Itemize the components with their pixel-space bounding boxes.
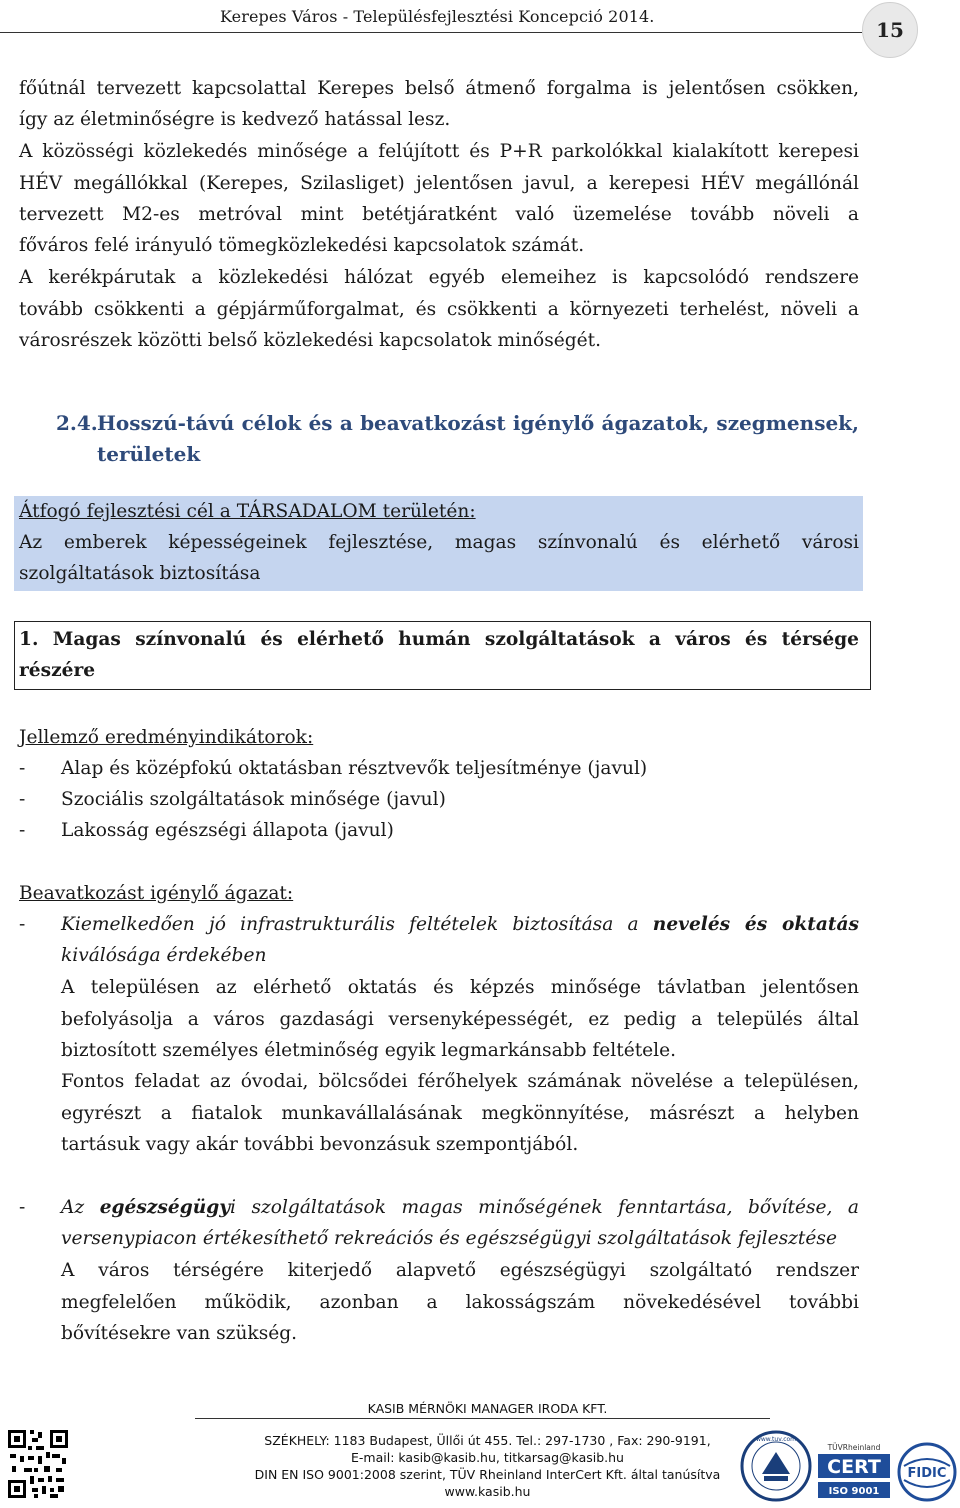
sector-item-title-text: Kiemelkedően jó infrastrukturális feltételek biztosítása a: [61, 914, 653, 935]
paragraph-line: A kerékpárutak a közlekedési hálózat egyéb elemeihez is kapcsolódó rendszere: [19, 267, 859, 288]
cert-logo-graphic: [816, 1440, 892, 1502]
sector-item-title: [61, 909, 859, 940]
sub-goal-line: részére: [19, 660, 96, 681]
paragraph-line: tervezett M2-es metróval mint betétjáratként való üzemelése tovább növeli a: [19, 204, 859, 225]
sector-item-body: megfelelően működik, azonban a lakosságszám növekedésével további: [61, 1292, 859, 1313]
page-header: [0, 0, 960, 60]
list-dash: -: [19, 820, 26, 841]
cert-iso-text: ISO 9001: [828, 1486, 880, 1497]
paragraph-line: tovább csökkenti a gépjárműforgalmat, és csökkenti a környezeti terhelést, növeli a: [19, 299, 859, 320]
indicators-heading: Jellemző eredményindikátorok:: [19, 727, 314, 748]
section-title-line: területek: [97, 442, 201, 466]
sector-item-body: tartásuk vagy akár további bevonzásuk szempontjából.: [61, 1134, 579, 1155]
paragraph-line: HÉV megállókkal (Kerepes, Szilasliget) jelentősen javul, a kerepesi HÉV megállónál: [19, 173, 859, 194]
page-number-badge: 15: [862, 2, 918, 58]
paragraph-line: városrészek közötti belső közlekedési kapcsolatok minőségét.: [19, 330, 602, 351]
sector-heading: Beavatkozást igénylő ágazat:: [19, 883, 294, 904]
fidic-logo-text: FIDIC: [907, 1466, 947, 1481]
paragraph-line: így az életminőségre is kedvező hatással lesz.: [19, 109, 451, 130]
footer-web: www.kasib.hu: [444, 1484, 531, 1499]
sector-item-body: egyrészt a fiatalok munkavállalásának megkönnyítése, másrészt a helyben: [61, 1103, 859, 1124]
paragraph-line: A közösségi közlekedés minősége a felújított és P+R parkolókkal kialakított kerepesi: [19, 141, 859, 162]
list-dash: -: [19, 1197, 26, 1218]
header-divider: [0, 32, 862, 33]
indicator-item: Alap és középfokú oktatásban résztvevők teljesítménye (javul): [61, 758, 648, 779]
sector-item-body: biztosított személyes életminőség egyik legmarkánsabb feltétele.: [61, 1040, 677, 1061]
fidic-logo-icon: [896, 1442, 958, 1502]
section-number: 2.4.: [56, 411, 98, 435]
sector-item-title-text: Az: [61, 1197, 100, 1218]
sector-item-body: A településen az elérhető oktatás és képzés minősége távlatban jelentősen: [61, 977, 859, 998]
sector-item-body: A város térségére kiterjedő alapvető egészségügyi szolgáltató rendszer: [61, 1260, 859, 1281]
indicator-item: Lakosság egészségi állapota (javul): [61, 820, 394, 841]
indicator-item: Szociális szolgáltatások minősége (javul): [61, 789, 446, 810]
footer-divider: [195, 1418, 770, 1419]
sector-item-title: [61, 1192, 859, 1223]
tuv-logo-text: www.tuv.com: [755, 1436, 797, 1443]
cert-logo-icon: [816, 1440, 892, 1502]
list-dash: -: [19, 914, 26, 935]
list-dash: -: [19, 758, 26, 779]
footer-address: SZÉKHELY: 1183 Budapest, Üllői út 455. Tel.: 297-1730 , Fax: 290-9191,: [264, 1433, 711, 1448]
sector-item-title-emphasis: nevelés és oktatás: [652, 914, 859, 935]
paragraph-line: főútnál tervezett kapcsolattal Kerepes belső átmenő forgalma is jelentősen csökken,: [19, 78, 859, 99]
goal-heading: Átfogó fejlesztési cél a TÁRSADALOM területén:: [19, 501, 476, 522]
sub-goal-line: 1. Magas színvonalú és elérhető humán szolgáltatások a város és térsége: [19, 629, 859, 650]
footer-email: E-mail: kasib@kasib.hu, titkarsag@kasib.hu: [351, 1450, 624, 1465]
cert-brand-text: TÜVRheinland: [827, 1443, 881, 1452]
sector-item-title: versenypiacon értékesíthető rekreációs és egészségügyi szolgáltatások fejlesztése: [61, 1228, 837, 1249]
cert-word-text: CERT: [827, 1456, 881, 1478]
sector-item-title: kiválósága érdekében: [61, 945, 267, 966]
paragraph-line: főváros felé irányuló tömegközlekedési kapcsolatok számát.: [19, 235, 585, 256]
document-title: Kerepes Város - Településfejlesztési Koncepció 2014.: [220, 7, 655, 26]
list-dash: -: [19, 789, 26, 810]
sector-item-body: befolyásolja a város gazdasági versenyképességét, ez pedig a település által: [61, 1009, 859, 1030]
goal-text-line: Az emberek képességeinek fejlesztése, magas színvonalú és elérhető városi: [19, 532, 859, 553]
goal-text-line: szolgáltatások biztosítása: [19, 563, 261, 584]
qr-code-icon: [6, 1426, 70, 1502]
sector-item-title-emphasis: egészségügy: [99, 1197, 231, 1218]
tuv-certification-logo-icon: [738, 1430, 814, 1502]
section-title-line: Hosszú-távú célok és a beavatkozást igénylő ágazatok, szegmensek,: [97, 411, 859, 435]
sector-item-title-text: i szolgáltatások magas minőségének fenntartása, bővítése, a: [230, 1197, 859, 1218]
sector-item-body: Fontos feladat az óvodai, bölcsődei férőhelyek számának növelése a településen,: [61, 1071, 859, 1092]
footer-company: KASIB MÉRNÖKI MANAGER IRODA KFT.: [367, 1401, 608, 1416]
sector-item-body: bővítésekre van szükség.: [61, 1323, 298, 1344]
footer-iso: DIN EN ISO 9001:2008 szerint, TÜV Rheinland InterCert Kft. által tanúsítva: [254, 1467, 721, 1482]
